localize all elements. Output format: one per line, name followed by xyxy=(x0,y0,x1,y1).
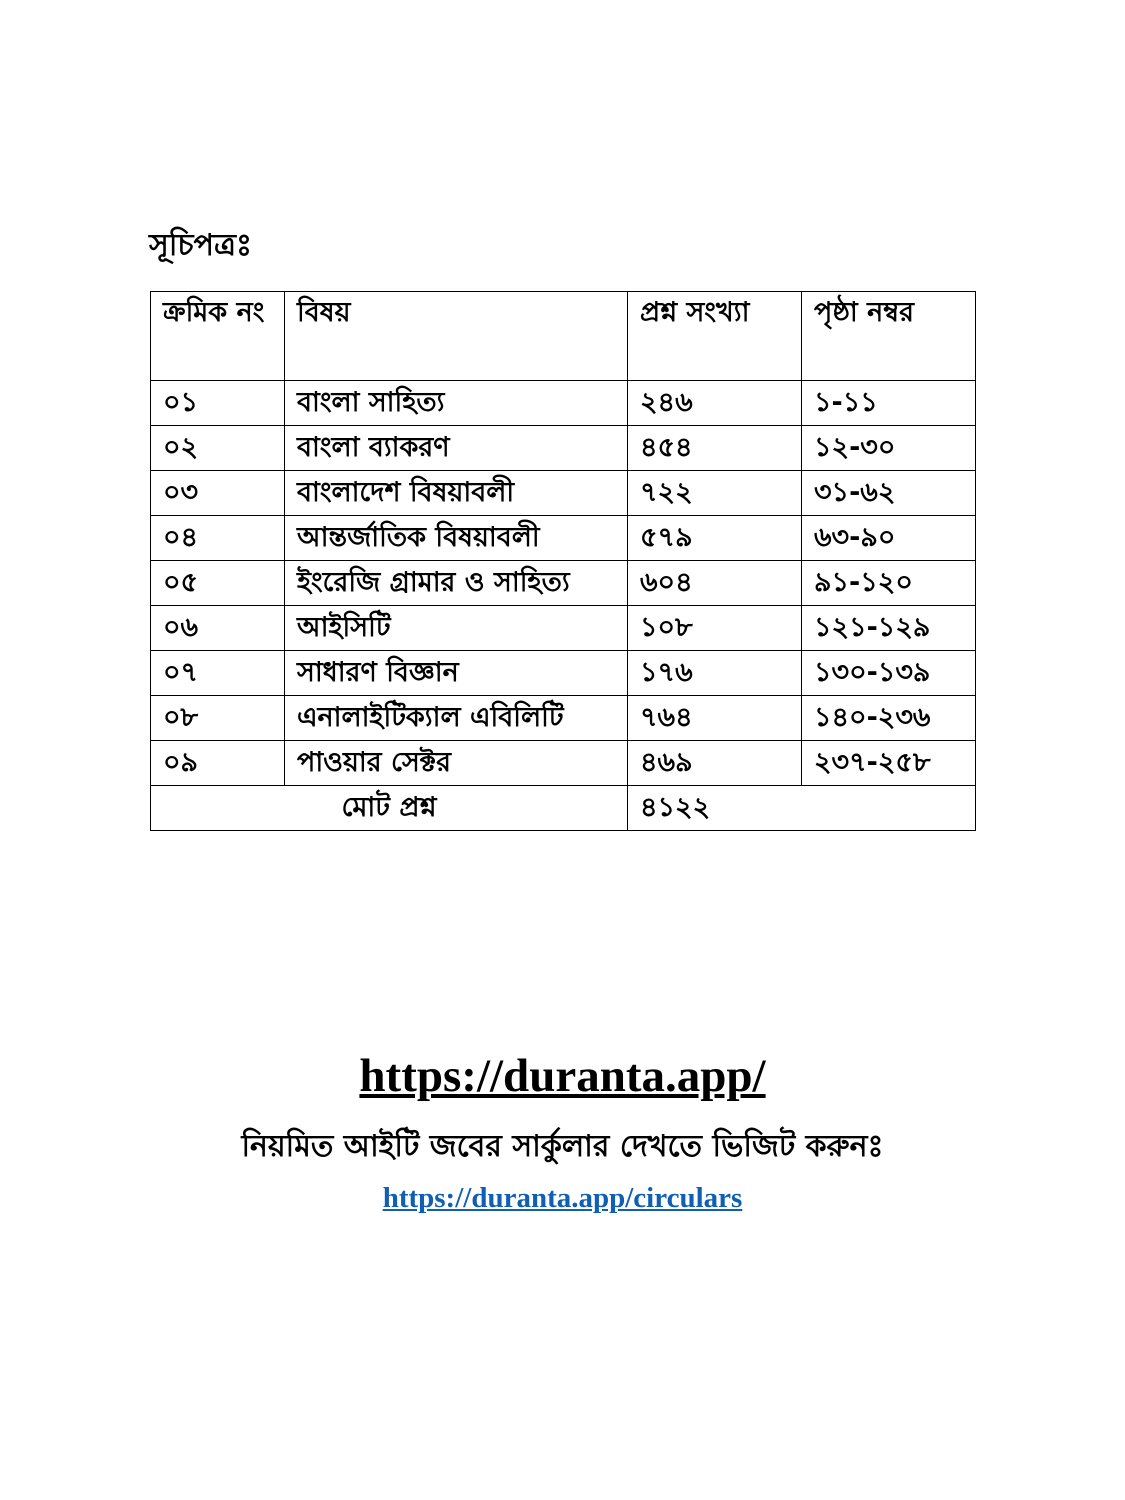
table-row xyxy=(151,741,976,786)
row-serial: ০৮ xyxy=(151,696,285,741)
row-page-range: ১-১১ xyxy=(802,381,976,426)
row-question-count: ১৭৬ xyxy=(628,651,802,696)
header-serial: ক্রমিক নং xyxy=(151,292,285,381)
row-subject: বাংলাদেশ বিষয়াবলী xyxy=(285,471,628,516)
table-row xyxy=(151,696,976,741)
row-question-count: ১০৮ xyxy=(628,606,802,651)
row-question-count: ৭২২ xyxy=(628,471,802,516)
row-subject: এনালাইটিক্যাল এবিলিটি xyxy=(285,696,628,741)
row-subject: সাধারণ বিজ্ঞান xyxy=(285,651,628,696)
total-row xyxy=(151,786,976,831)
row-page-range: ৩১-৬২ xyxy=(802,471,976,516)
row-question-count: ৪৬৯ xyxy=(628,741,802,786)
row-page-range: ১২-৩০ xyxy=(802,426,976,471)
total-label: মোট প্রশ্ন xyxy=(151,786,628,831)
row-page-range: ৯১-১২০ xyxy=(802,561,976,606)
row-question-count: ৭৬৪ xyxy=(628,696,802,741)
row-subject: বাংলা সাহিত্য xyxy=(285,381,628,426)
row-question-count: ৬০৪ xyxy=(628,561,802,606)
row-question-count: ২৪৬ xyxy=(628,381,802,426)
row-serial: ০৬ xyxy=(151,606,285,651)
row-page-range: ১৪০-২৩৬ xyxy=(802,696,976,741)
header-subject: বিষয় xyxy=(285,292,628,381)
row-question-count: ৪৫৪ xyxy=(628,426,802,471)
circulars-link[interactable]: https://duranta.app/circulars xyxy=(382,1182,743,1214)
header-question-count: প্রশ্ন সংখ্যা xyxy=(628,292,802,381)
row-subject: ইংরেজি গ্রামার ও সাহিত্য xyxy=(285,561,628,606)
table-row xyxy=(151,426,976,471)
table-row xyxy=(151,471,976,516)
row-serial: ০৩ xyxy=(151,471,285,516)
row-subject: আন্তর্জাতিক বিষয়াবলী xyxy=(285,516,628,561)
row-subject: বাংলা ব্যাকরণ xyxy=(285,426,628,471)
site-link[interactable]: https://duranta.app/ xyxy=(359,1050,766,1102)
table-row xyxy=(151,381,976,426)
row-subject: আইসিটি xyxy=(285,606,628,651)
row-serial: ০৯ xyxy=(151,741,285,786)
row-serial: ০২ xyxy=(151,426,285,471)
toc-table xyxy=(150,291,976,831)
table-row xyxy=(151,516,976,561)
row-page-range: ২৩৭-২৫৮ xyxy=(802,741,976,786)
table-header-row xyxy=(151,292,976,381)
row-serial: ০৭ xyxy=(151,651,285,696)
row-serial: ০৫ xyxy=(151,561,285,606)
row-page-range: ১৩০-১৩৯ xyxy=(802,651,976,696)
row-subject: পাওয়ার সেক্টর xyxy=(285,741,628,786)
total-value: ৪১২২ xyxy=(628,786,976,831)
row-question-count: ৫৭৯ xyxy=(628,516,802,561)
table-row xyxy=(151,651,976,696)
toc-title: সূচিপত্রঃ xyxy=(149,228,252,263)
circular-prompt: নিয়মিত আইটি জবের সার্কুলার দেখতে ভিজিট করুনঃ xyxy=(241,1129,884,1164)
row-page-range: ৬৩-৯০ xyxy=(802,516,976,561)
row-serial: ০৪ xyxy=(151,516,285,561)
row-serial: ০১ xyxy=(151,381,285,426)
header-page-number: পৃষ্ঠা নম্বর xyxy=(802,292,976,381)
row-page-range: ১২১-১২৯ xyxy=(802,606,976,651)
table-row xyxy=(151,606,976,651)
toc-table-body xyxy=(151,292,976,831)
table-row xyxy=(151,561,976,606)
